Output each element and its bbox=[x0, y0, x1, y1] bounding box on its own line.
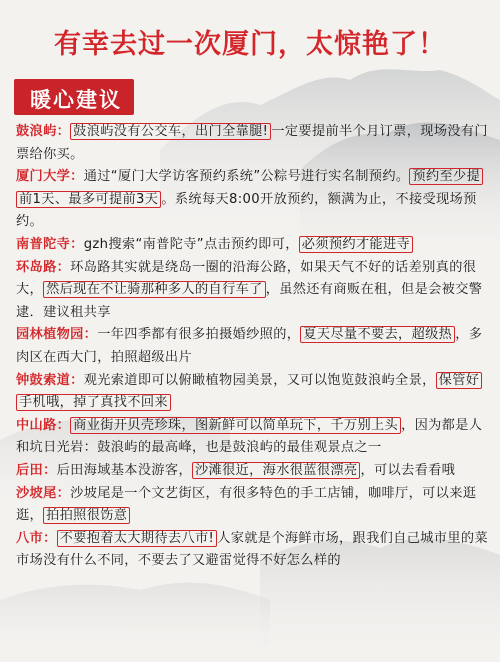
tip-text: gzh搜索“南普陀寺”点击预约即可， bbox=[83, 236, 299, 252]
tip-label: 厦门大学： bbox=[16, 169, 84, 185]
tip-label: 中山路： bbox=[16, 417, 71, 433]
page-title: 有幸去过一次厦门，太惊艳了！ bbox=[54, 29, 446, 60]
tip-text: 一定要提前半个月订票，现场没有门票给你买。 bbox=[16, 124, 488, 162]
highlighted-text: 鼓浪屿没有公交车，出门全靠腿! bbox=[70, 123, 271, 140]
tip-text: 一年四季都有很多拍摄婚纱照的， bbox=[97, 327, 301, 343]
tip-text: 后田海域基本没游客， bbox=[56, 462, 192, 478]
tip-label: 后田： bbox=[16, 462, 57, 478]
tip-item bbox=[16, 257, 492, 325]
tip-item bbox=[16, 460, 492, 483]
highlighted-text: 沙滩很近，海水很蓝很漂亮 bbox=[192, 462, 360, 479]
tip-label: 钟鼓索道： bbox=[16, 372, 84, 388]
tip-text: ，多肉区在西大门，拍照超级出片 bbox=[16, 327, 483, 365]
tip-text: ，因为都是人和坑日光岩：鼓浪屿的最高峰，也是鼓浪屿的最佳观景点之一 bbox=[16, 417, 483, 456]
tip-item bbox=[16, 234, 492, 257]
tips-list bbox=[16, 121, 492, 573]
section-tag bbox=[14, 79, 134, 115]
tip-item bbox=[16, 121, 492, 166]
highlighted-text: 不要抱着太大期待去八市! bbox=[57, 530, 218, 547]
tip-label: 沙坡尾： bbox=[16, 485, 71, 501]
tip-text: 观光索道即可以俯瞰植物园美景，又可以饱览鼓浪屿全景， bbox=[83, 372, 436, 388]
tip-label: 环岛路： bbox=[16, 259, 71, 275]
tip-text: 通过“厦门大学访客预约系统”公粽号进行实名制预约。 bbox=[83, 169, 410, 185]
tip-item bbox=[16, 370, 492, 415]
tip-label: 八市： bbox=[16, 530, 57, 546]
tip-text: ，虽然还有商贩在租，但是会被交警逮．建议租共享 bbox=[16, 282, 483, 320]
tip-label: 园林植物园： bbox=[16, 327, 98, 343]
highlighted-text: 保管好手机哦，掉了真找不回来 bbox=[16, 372, 482, 412]
highlighted-text: 拍拍照很饬意 bbox=[43, 507, 130, 524]
tip-item bbox=[16, 166, 492, 234]
tip-item bbox=[16, 528, 492, 573]
highlighted-text: 然后现在不让骑那种多人的自行车了 bbox=[43, 281, 266, 298]
tip-text: ，可以去看看哦 bbox=[360, 462, 456, 478]
tip-label: 南普陀寺： bbox=[16, 236, 84, 252]
section-tag-label: 暖心建议 bbox=[30, 88, 122, 112]
tip-text: 环岛路其实就是绕岛一圈的沿海公路，如果天气不好的话差别真的很大， bbox=[16, 259, 477, 298]
tip-text: 。系统每天8:00开放预约，额满为止，不接受现场预约。 bbox=[16, 191, 477, 230]
tip-item bbox=[16, 483, 492, 528]
tip-item bbox=[16, 324, 492, 369]
highlighted-text: 夏天尽量不要去，超级热 bbox=[300, 326, 455, 343]
highlighted-text: 预约至少提前1天、最多可提前3天 bbox=[16, 168, 483, 208]
tip-item bbox=[16, 415, 492, 460]
tip-label: 鼓浪屿： bbox=[16, 124, 71, 139]
tip-text: 沙坡尾是一个文艺街区，有很多特色的手工店铺，咖啡厅，可以来逛逛， bbox=[16, 485, 477, 524]
highlighted-text: 商业街开贝壳珍珠，图新鲜可以简单玩下，千万别上头 bbox=[70, 417, 401, 434]
tip-text: 人家就是个海鲜市场，跟我们自己城市里的菜市场没有什么不同，不要去了又避雷觉得不好怎么样的 bbox=[16, 530, 488, 569]
highlighted-text: 必须预约才能进寺 bbox=[299, 236, 413, 253]
